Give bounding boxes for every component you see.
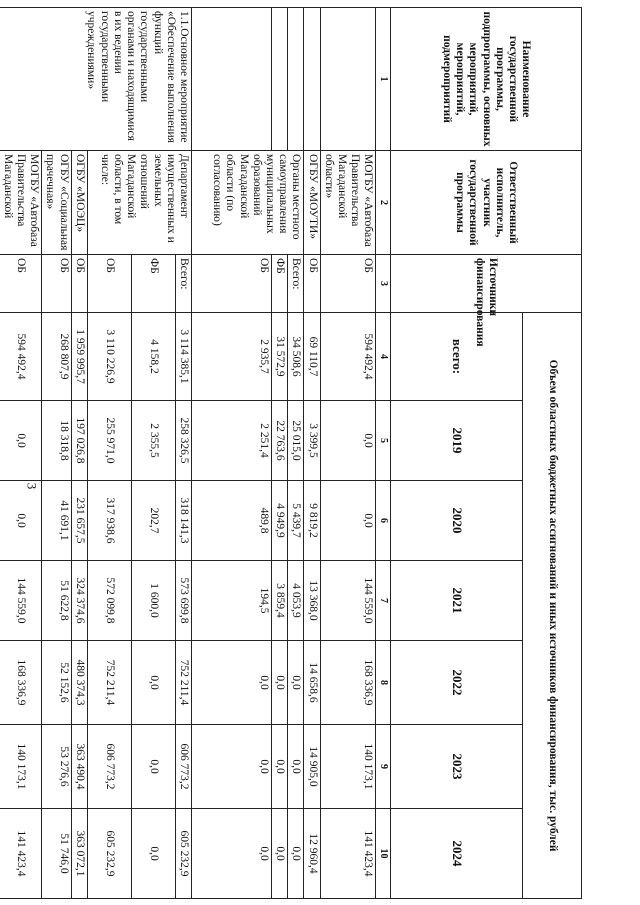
value-cell: 3 114 385,1 (175, 313, 191, 401)
source-cell: ОБ (87, 255, 131, 313)
source-cell: ФБ (131, 255, 175, 313)
index-cell: 8 (376, 641, 391, 725)
source-cell: Всего: (288, 255, 304, 313)
executor-cell: ОГБУ «МОУТИ» (304, 151, 320, 255)
index-cell: 7 (376, 561, 391, 641)
value-cell: 52 152,6 (42, 641, 71, 725)
value-cell: 255 971,0 (87, 401, 131, 481)
value-cell: 3 859,4 (271, 561, 287, 641)
value-cell: 141 423,4 (0, 809, 42, 899)
name-cell (304, 8, 320, 151)
index-cell: 3 (376, 255, 391, 313)
value-cell: 144 559,0 (0, 561, 42, 641)
value-cell: 572 099,8 (87, 561, 131, 641)
value-cell: 606 773,2 (87, 725, 131, 809)
value-cell: 12 960,4 (304, 809, 320, 899)
index-cell: 1 (376, 8, 391, 151)
header-row (523, 8, 582, 899)
source-cell: ОБ (320, 255, 376, 313)
value-cell: 480 374,3 (71, 641, 87, 725)
value-cell: 0,0 (131, 809, 175, 899)
value-cell: 0,0 (131, 641, 175, 725)
index-row (376, 8, 391, 899)
value-cell: 606 773,2 (175, 725, 191, 809)
value-cell: 0,0 (131, 725, 175, 809)
value-cell: 3 399,5 (304, 401, 320, 481)
value-cell: 141 423,4 (320, 809, 376, 899)
value-cell: 4 158,2 (131, 313, 175, 401)
value-cell: 318 141,3 (175, 481, 191, 561)
value-cell: 69 110,7 (304, 313, 320, 401)
header-year: 2024 (391, 809, 523, 899)
name-cell (288, 8, 304, 151)
value-cell: 363 490,4 (71, 725, 87, 809)
value-cell: 22 763,6 (271, 401, 287, 481)
value-cell: 324 374,6 (71, 561, 87, 641)
source-cell: Всего: (175, 255, 191, 313)
value-cell: 4 949,9 (271, 481, 287, 561)
name-cell (271, 8, 287, 151)
value-cell: 2 251,4 (191, 401, 271, 481)
value-cell: 2 355,5 (131, 401, 175, 481)
value-cell: 9 819,2 (304, 481, 320, 561)
value-cell: 140 173,1 (0, 725, 42, 809)
value-cell: 752 211,4 (87, 641, 131, 725)
value-cell: 752 211,4 (175, 641, 191, 725)
value-cell: 258 326,5 (175, 401, 191, 481)
value-cell: 194,5 (191, 561, 271, 641)
header-name: Наименование государственной программы, подпрограммы, основных мероприятий, мероприятий, подмероприятий (391, 8, 582, 151)
name-cell (191, 8, 271, 151)
executor-cell: МОГБУ «Автобаза Правительства Магаданской (0, 151, 42, 255)
header-year: 2019 (391, 401, 523, 481)
index-cell: 10 (376, 809, 391, 899)
value-cell: 197 026,8 (71, 401, 87, 481)
value-cell: 53 276,6 (42, 725, 71, 809)
table-row (320, 8, 376, 899)
value-cell: 3 110 226,9 (87, 313, 131, 401)
table-row (304, 8, 320, 899)
executor-cell: ОГБУ «МОЭЦ» (71, 151, 87, 255)
value-cell: 573 699,8 (175, 561, 191, 641)
value-cell: 489,8 (191, 481, 271, 561)
value-cell: 268 807,9 (42, 313, 71, 401)
index-cell: 9 (376, 725, 391, 809)
index-cell: 2 (376, 151, 391, 255)
source-cell: ОБ (71, 255, 87, 313)
value-cell: 0,0 (288, 809, 304, 899)
value-cell: 317 938,6 (87, 481, 131, 561)
value-cell: 0,0 (191, 641, 271, 725)
value-cell: 605 232,9 (175, 809, 191, 899)
table-row (175, 8, 191, 899)
value-cell: 18 318,8 (42, 401, 71, 481)
value-cell: 1 600,0 (131, 561, 175, 641)
name-cell (320, 8, 376, 151)
executor-cell: Органы местного самоуправления муниципальных образований Магаданской области (по согласованию) (191, 151, 303, 255)
value-cell: 0,0 (288, 725, 304, 809)
value-cell: 594 492,4 (320, 313, 376, 401)
value-cell: 34 508,6 (288, 313, 304, 401)
value-cell: 0,0 (320, 401, 376, 481)
value-cell: 13 368,0 (304, 561, 320, 641)
value-cell: 0,0 (271, 725, 287, 809)
header-executor: Ответственный исполнитель, участник государственной программы (391, 151, 582, 255)
index-cell: 6 (376, 481, 391, 561)
table-row (271, 8, 287, 899)
value-cell: 231 657,5 (71, 481, 87, 561)
header-year: 2023 (391, 725, 523, 809)
executor-cell: ОГБУ «Социальная прачечная» (42, 151, 71, 255)
table-row (288, 8, 304, 899)
value-cell: 4 053,9 (288, 561, 304, 641)
source-cell: ОБ (42, 255, 71, 313)
value-cell: 144 559,0 (320, 561, 376, 641)
value-cell: 51 622,8 (42, 561, 71, 641)
table-row (191, 8, 271, 899)
index-cell: 4 (376, 313, 391, 401)
executor-cell: МОГБУ «Автобаза Правительства Магаданской области» (320, 151, 376, 255)
executor-cell: Департамент имущественных и земельных отношений Магаданской области, в том числе: (87, 151, 191, 255)
header-year: 2020 (391, 481, 523, 561)
value-cell: 168 336,9 (320, 641, 376, 725)
source-cell: ФБ (271, 255, 287, 313)
source-cell: ОБ (304, 255, 320, 313)
value-cell: 51 746,0 (42, 809, 71, 899)
value-cell: 25 015,0 (288, 401, 304, 481)
value-cell: 14 658,6 (304, 641, 320, 725)
value-cell: 0,0 (0, 401, 42, 481)
value-cell: 0,0 (320, 481, 376, 561)
value-cell: 202,7 (131, 481, 175, 561)
value-cell: 0,0 (271, 809, 287, 899)
value-cell: 363 072,1 (71, 809, 87, 899)
value-cell: 31 572,9 (271, 313, 287, 401)
header-source: Источники финансирования (391, 255, 582, 313)
index-cell: 5 (376, 401, 391, 481)
header-year: 2022 (391, 641, 523, 725)
value-cell: 41 691,1 (42, 481, 71, 561)
header-volume: Объем областных бюджетных ассигнований и иных источников финансирования, тыс. рублей (523, 313, 582, 899)
value-cell: 0,0 (0, 481, 42, 561)
header-total: всего: (391, 313, 523, 401)
value-cell: 0,0 (288, 641, 304, 725)
value-cell: 14 905,0 (304, 725, 320, 809)
value-cell: 605 232,9 (87, 809, 131, 899)
value-cell: 140 173,1 (320, 725, 376, 809)
page-number: 3 (24, 482, 40, 490)
value-cell: 0,0 (271, 641, 287, 725)
value-cell: 0,0 (191, 809, 271, 899)
value-cell: 168 336,9 (0, 641, 42, 725)
financing-table (0, 7, 582, 899)
value-cell: 1 959 995,7 (71, 313, 87, 401)
source-cell: ОБ (191, 255, 271, 313)
measure-name-cell: 1.1.Основное мероприятие «Обеспечение выполнения функций государственными органами и находящимися в их ведении государственными учреждениями» (0, 8, 191, 151)
value-cell: 2 935,7 (191, 313, 271, 401)
source-cell: ОБ (0, 255, 42, 313)
value-cell: 5 439,7 (288, 481, 304, 561)
value-cell: 0,0 (191, 725, 271, 809)
header-year: 2021 (391, 561, 523, 641)
value-cell: 594 492,4 (0, 313, 42, 401)
